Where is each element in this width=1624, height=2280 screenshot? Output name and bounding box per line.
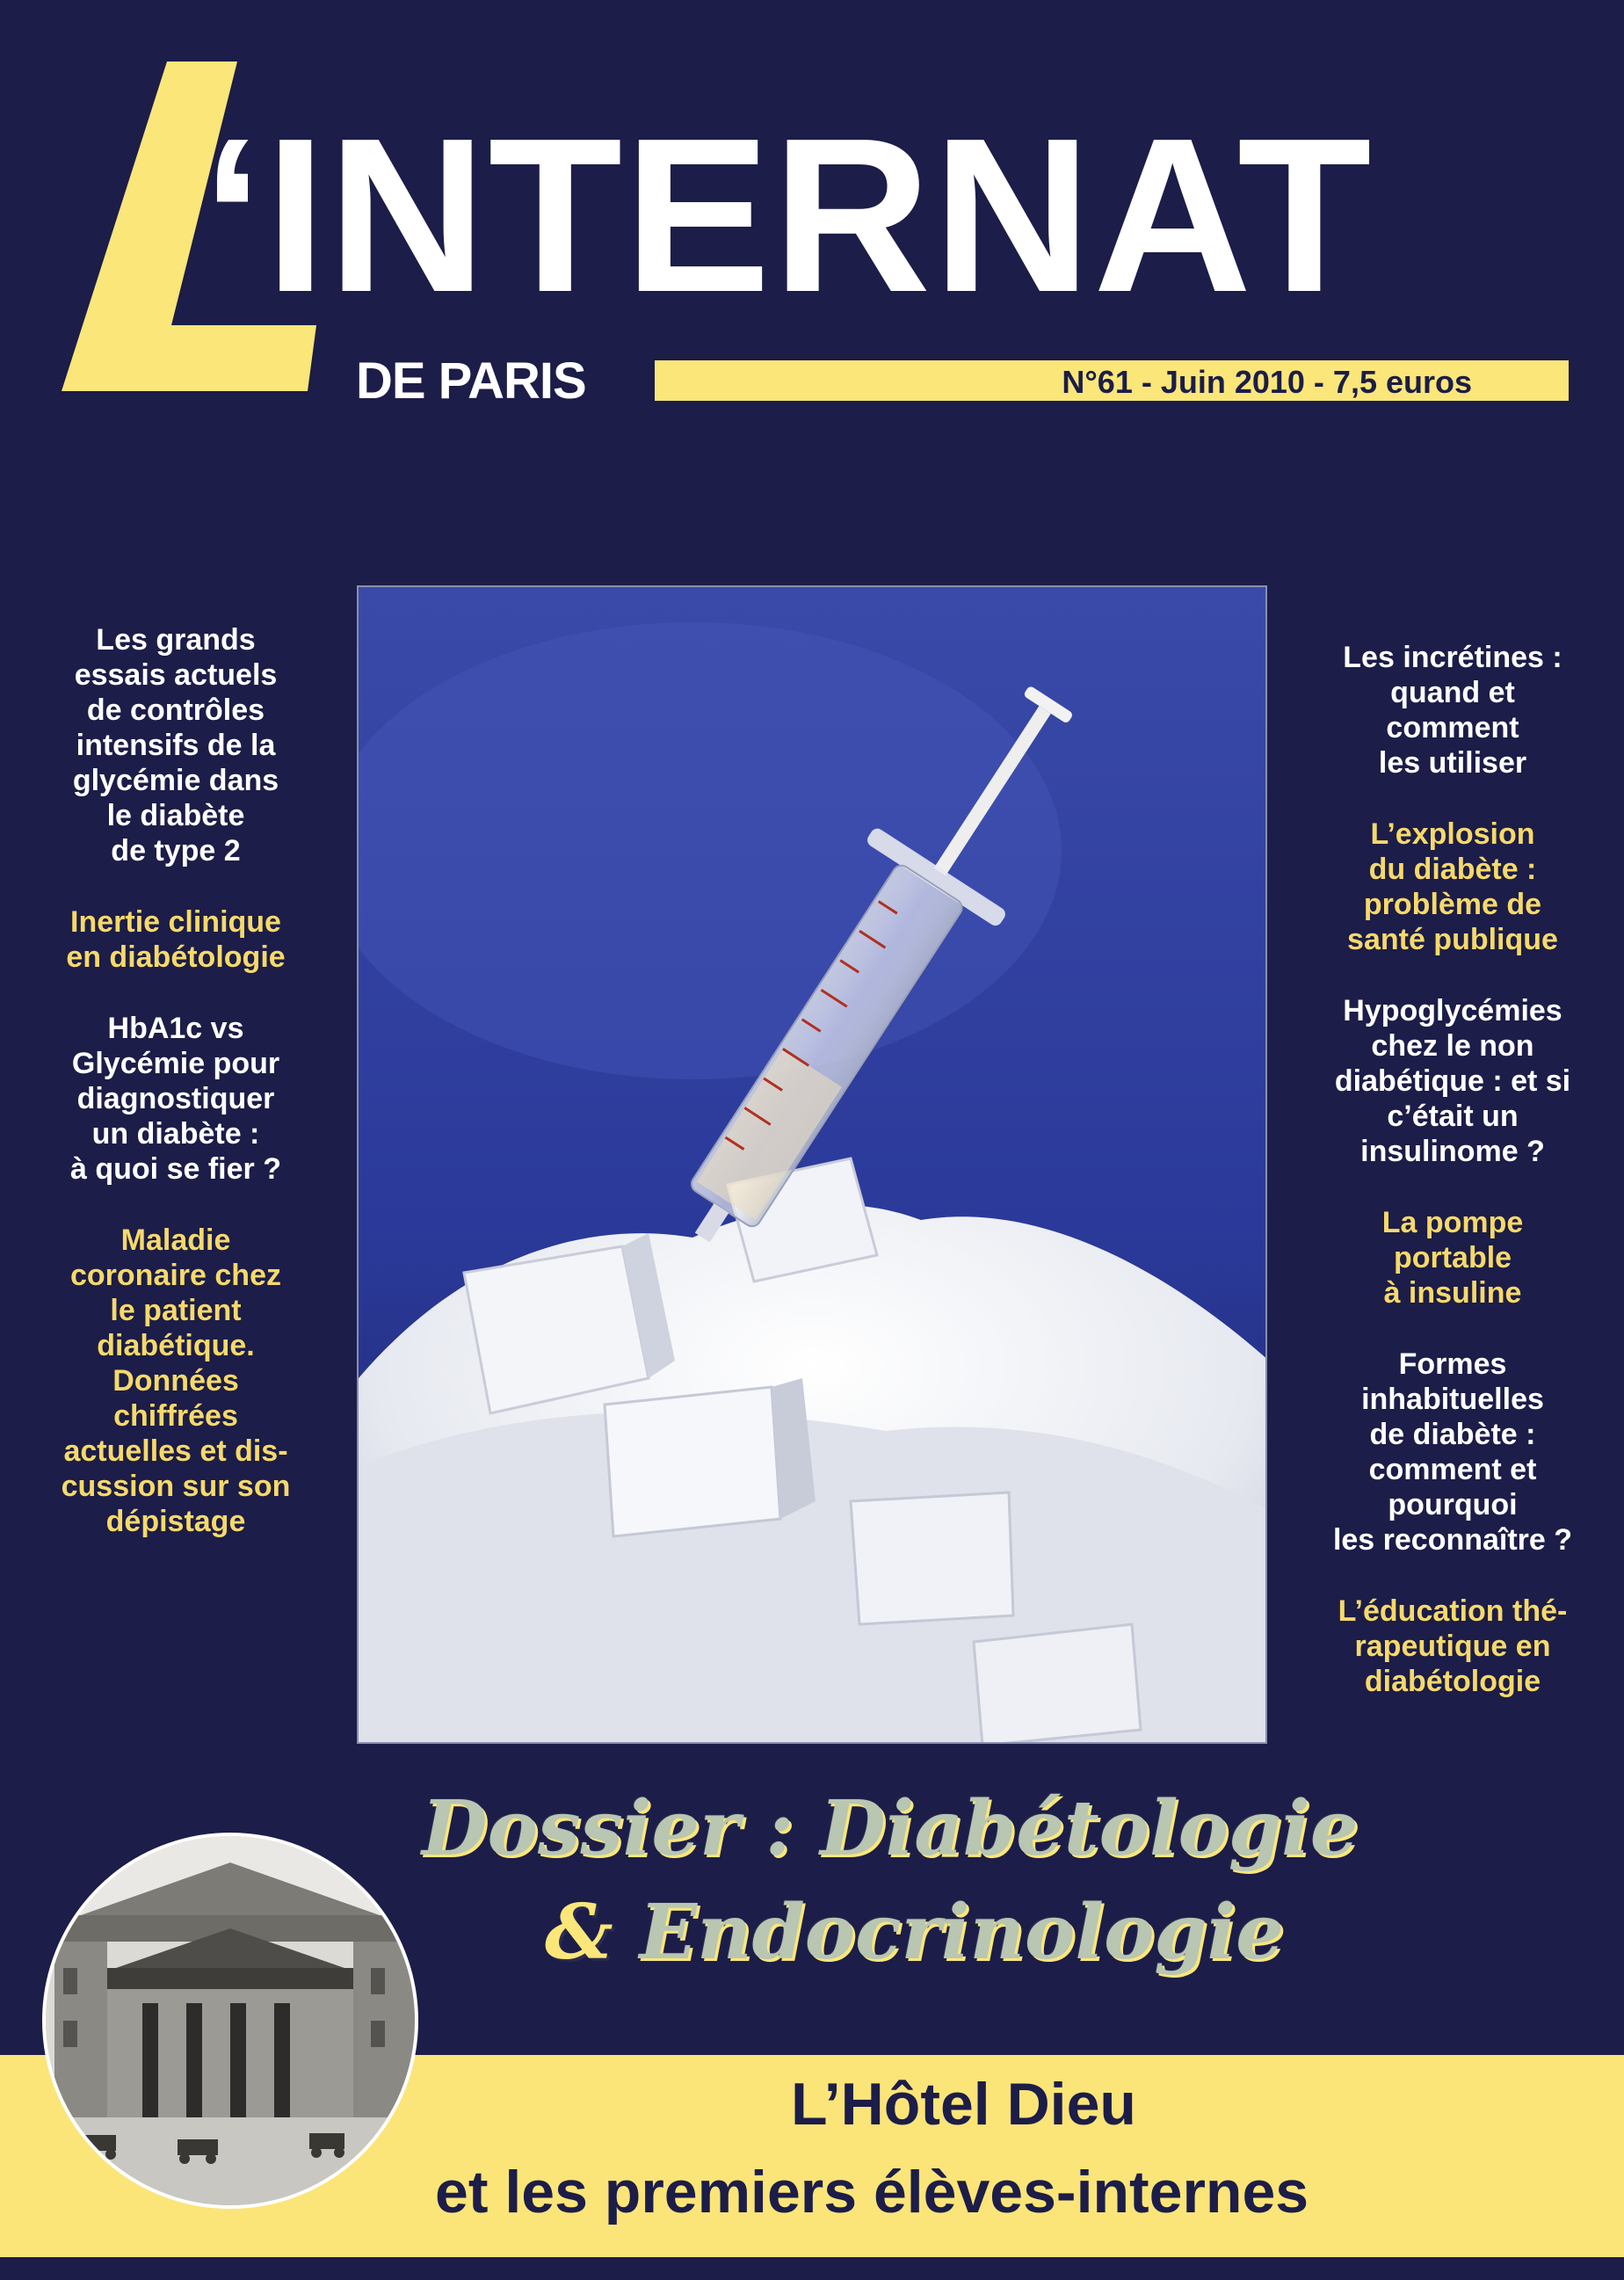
dossier-title-line1: Dossier : Diabétologie — [422, 1784, 1359, 1873]
ampersand: & — [545, 1888, 613, 1977]
article-teaser: Maladie coronaire chez le patient diabétique. Données chiffrées actuelles et dis- cussion sur son dépistage — [61, 1224, 291, 1538]
article-teaser: Hypoglycémies chez le non diabétique : et si c’était un insulinome ? — [1334, 994, 1571, 1168]
issue-info: N°61 - Juin 2010 - 7,5 euros — [1062, 364, 1472, 400]
hotel-dieu-medallion — [42, 1833, 418, 2209]
masthead-title: ‘INTERNAT — [202, 92, 1374, 338]
article-teaser: L’explosion du diabète : problème de santé publique — [1347, 817, 1558, 956]
dossier-subject: Endocrinologie — [613, 1888, 1284, 1977]
article-teaser: Les incrétines : quand et comment les utiliser — [1343, 641, 1562, 780]
bottom-border — [0, 2257, 1624, 2280]
article-teaser: HbA1c vs Glycémie pour diagnostiquer un diabète : à quoi se fier ? — [70, 1012, 281, 1186]
building-engraving — [46, 1836, 415, 2205]
right-article-list — [1299, 640, 1606, 1735]
cover-photo-syringe-sugar — [357, 585, 1267, 1744]
footer-headline-line1: L’Hôtel Dieu — [791, 2071, 1136, 2138]
dossier-title-line2 — [545, 1888, 1284, 1977]
article-teaser: Formes inhabituelles de diabète : comment et pourquoi les reconnaître ? — [1332, 1347, 1573, 1557]
issue-bar — [655, 360, 1569, 401]
article-teaser: Les grands essais actuels de contrôles intensifs de la glycémie dans le diabète de type 2 — [72, 623, 279, 868]
article-teaser: La pompe portable à insuline — [1381, 1206, 1524, 1310]
syringe-illustration — [359, 587, 1267, 1744]
left-article-list — [35, 622, 316, 1575]
article-teaser: L’éducation thé- rapeutique en diabétologie — [1338, 1594, 1568, 1698]
article-teaser: Inertie clinique en diabétologie — [66, 905, 286, 974]
footer-headline-line2: et les premiers élèves-internes — [435, 2159, 1309, 2226]
masthead-subtitle: DE PARIS — [356, 352, 586, 410]
